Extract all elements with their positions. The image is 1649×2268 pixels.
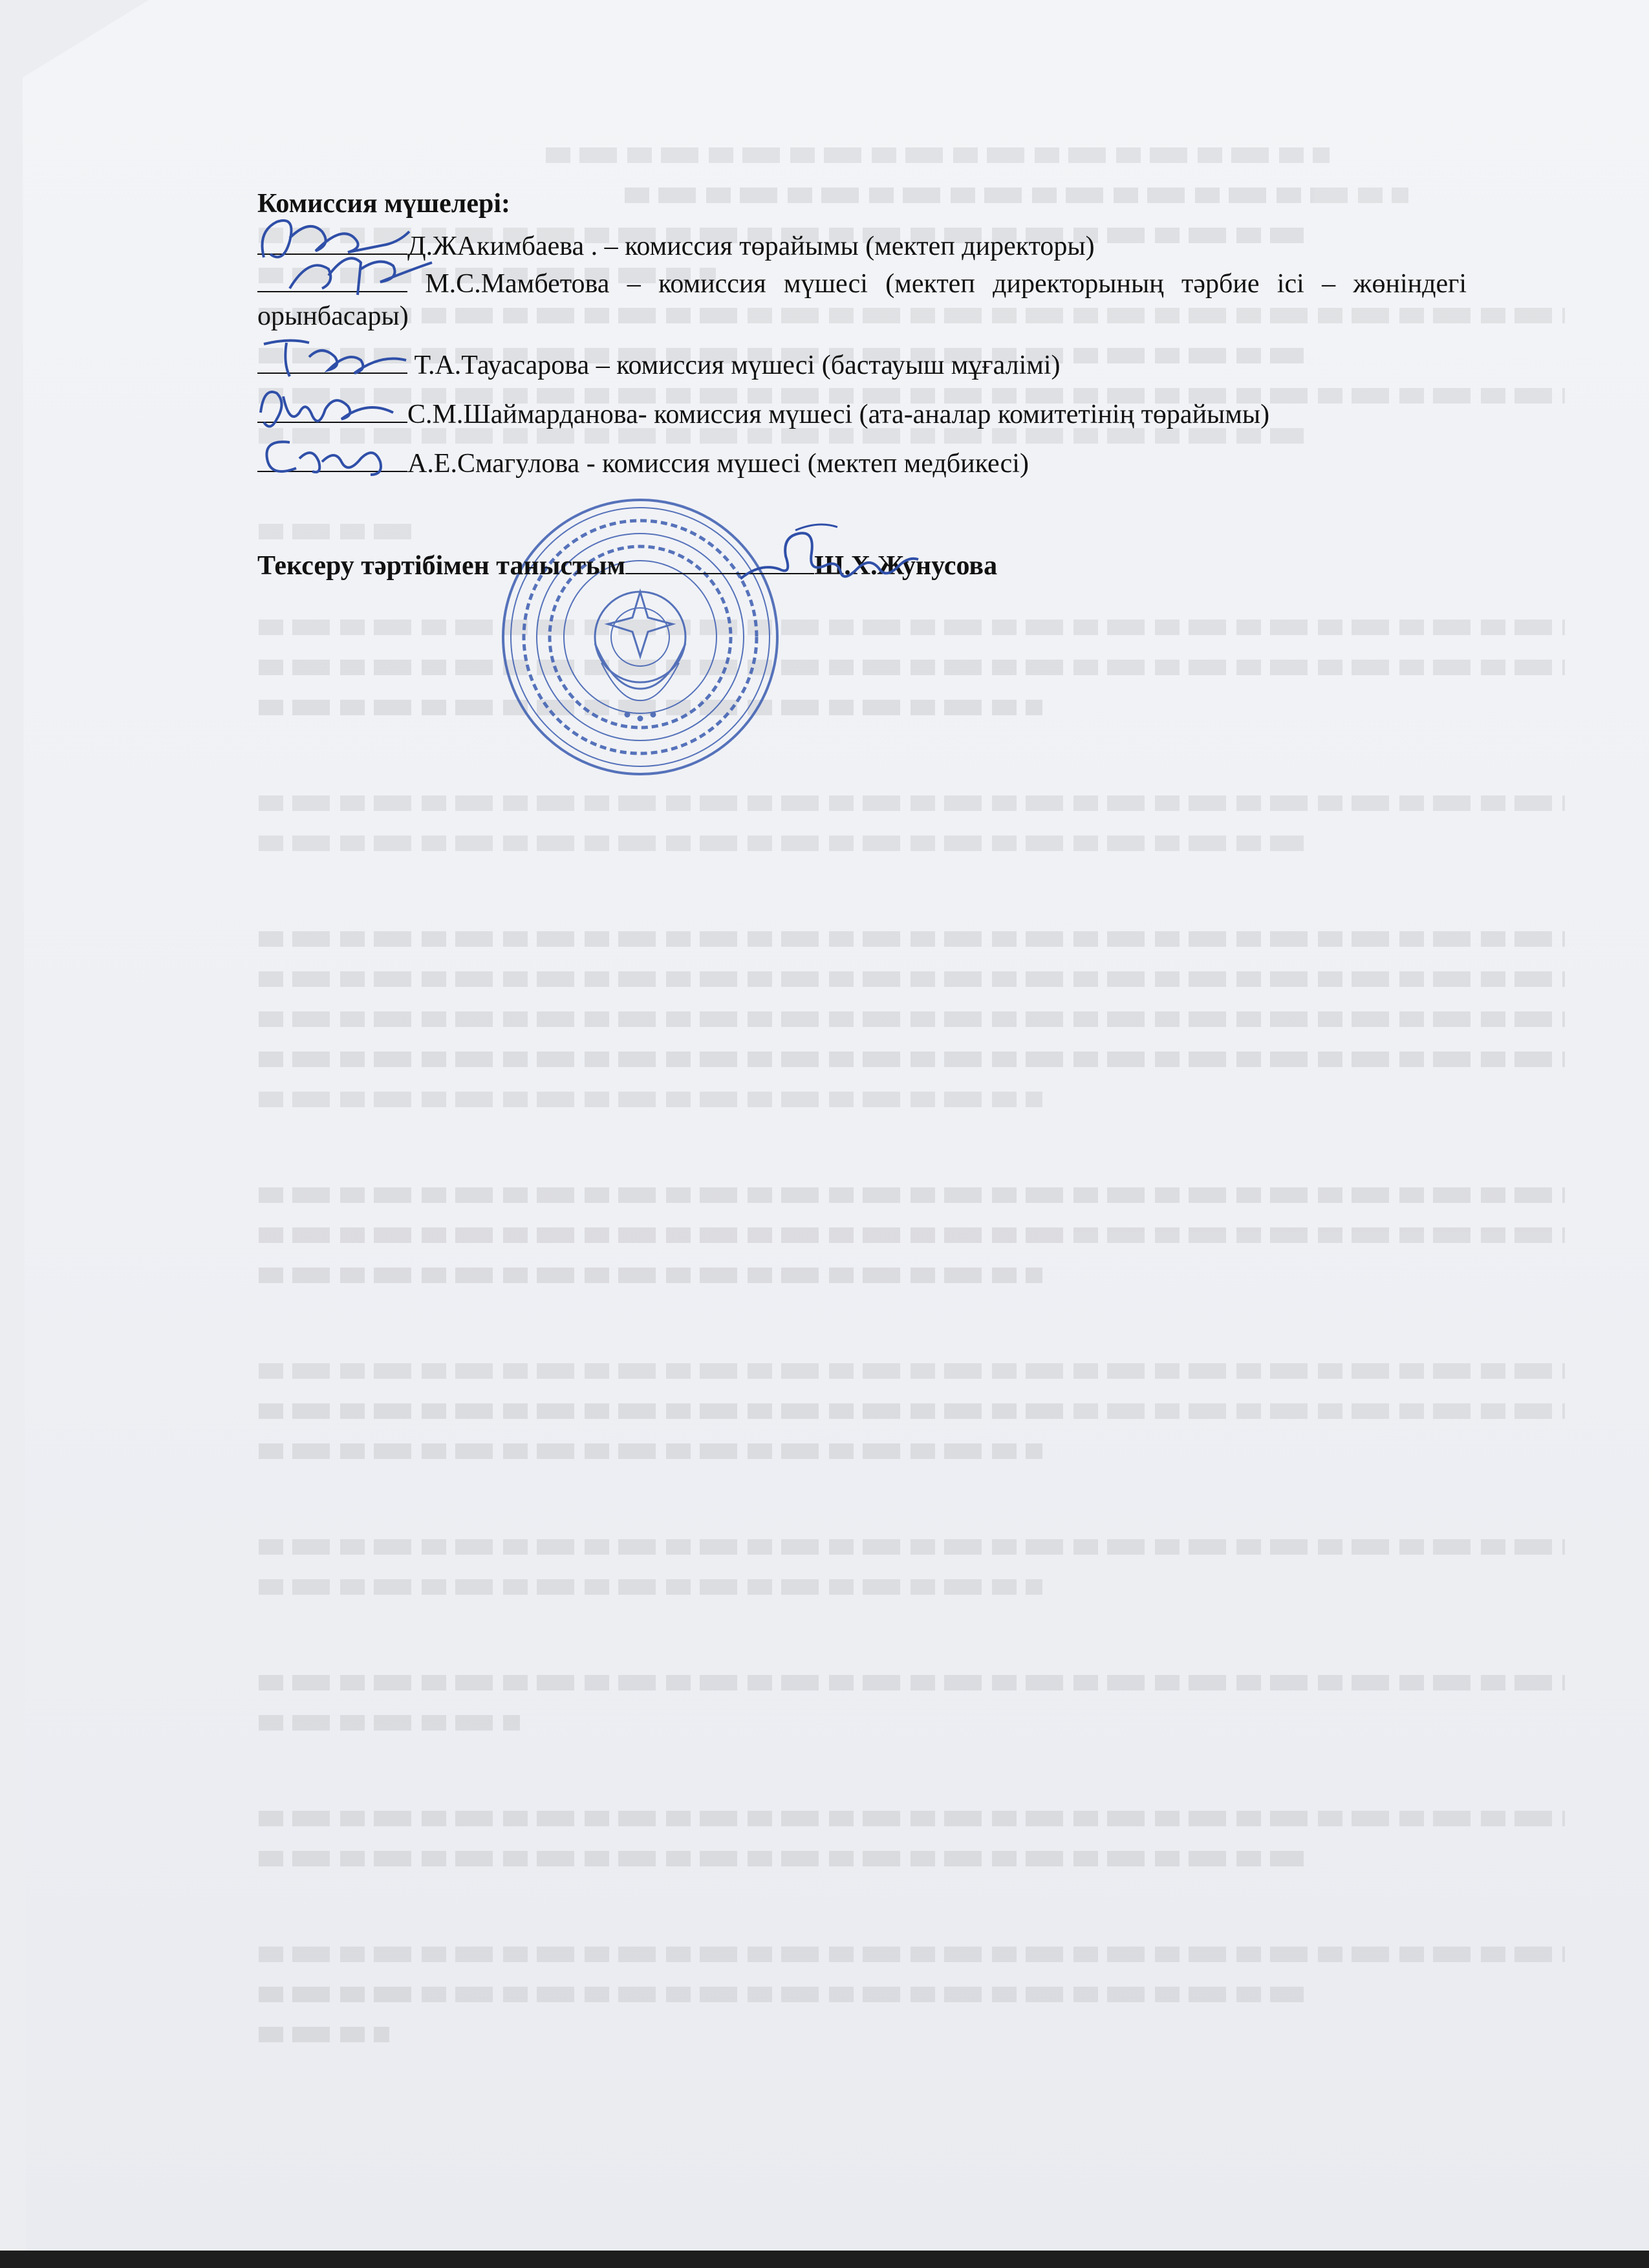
member-mambetova (257, 265, 1467, 332)
ghost-line (259, 660, 1565, 675)
ghost-line (259, 1092, 1042, 1107)
scanner-bottom-edge (0, 2251, 1649, 2268)
ghost-line (259, 1227, 1565, 1243)
member-tauasarova (257, 347, 1467, 382)
acknowledgement-signature-icon (734, 517, 921, 601)
ghost-line (259, 795, 1565, 811)
acknowledgement-label: Тексеру тәртібімен таныстым (257, 551, 626, 581)
ghost-line (259, 1675, 1565, 1690)
ghost-line (259, 1363, 1565, 1379)
ghost-line (259, 1403, 1565, 1419)
ghost-line (259, 1268, 1042, 1283)
acknowledgement-name: Ш.Х.Жунусова (814, 551, 998, 581)
ghost-line (259, 1715, 520, 1731)
signature-line (257, 445, 407, 472)
ghost-line (259, 836, 1304, 851)
ghost-line (259, 1811, 1565, 1826)
commission-heading: Комиссия мүшелері: (257, 189, 511, 219)
ghost-line (259, 971, 1565, 987)
signature-line (257, 396, 407, 423)
ghost-line (259, 1539, 1565, 1555)
member-smagulova (257, 445, 1467, 480)
member-text: Т.А.Тауасарова – комиссия мүшесі (бастауыш мұғалімі) (407, 351, 1061, 380)
ghost-line (259, 931, 1565, 947)
member-text: А.Е.Смагулова - комиссия мүшесі (мектеп медбикесі) (407, 449, 1029, 479)
ghost-line (259, 1947, 1565, 1962)
ghost-line (546, 147, 1330, 163)
ghost-line (259, 2027, 389, 2042)
ghost-line (259, 620, 1565, 635)
ghost-line (259, 1443, 1042, 1459)
signature-line (257, 228, 407, 255)
signature-line (257, 265, 407, 292)
ghost-line (259, 1851, 1304, 1866)
ghost-line (259, 1052, 1565, 1067)
member-text: С.М.Шаймарданова- комиссия мүшесі (ата-аналар комитетінің төрайымы) (407, 400, 1270, 429)
ghost-line (259, 1187, 1565, 1203)
member-text: Д.ЖАкимбаева . – комиссия төрайымы (мектеп директоры) (407, 232, 1095, 261)
member-text: М.С.Мамбетова – комиссия мүшесі (мектеп директорының тәрбие ісі – жөніндегі орынбасары) (257, 269, 1467, 331)
signature-line (257, 347, 407, 374)
member-akimbaeva (257, 228, 1467, 263)
ghost-line (259, 1987, 1304, 2002)
ghost-line (259, 1011, 1565, 1027)
member-shaimardanova (257, 396, 1467, 431)
ghost-line (259, 1579, 1042, 1595)
